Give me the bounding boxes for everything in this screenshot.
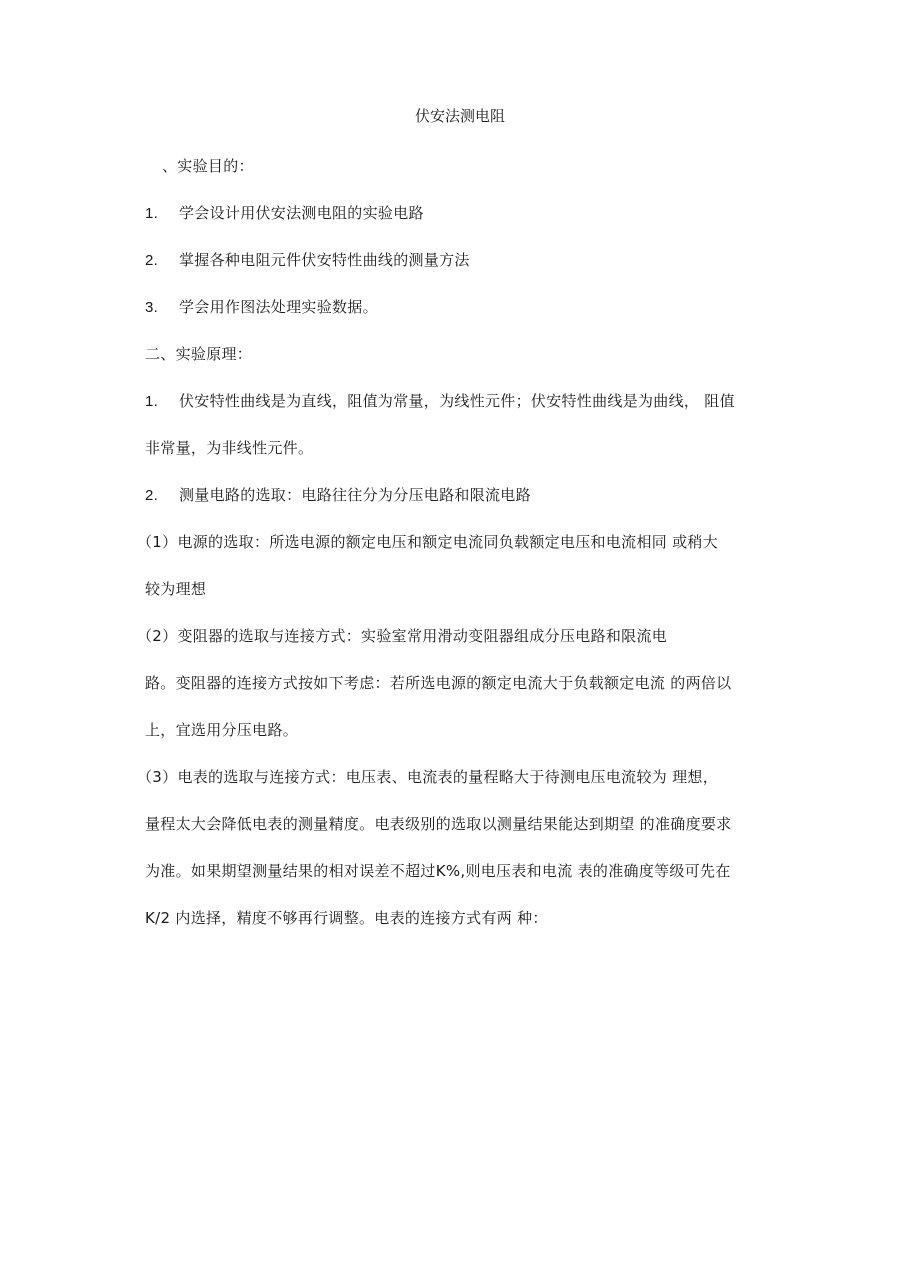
list-item <box>145 250 470 271</box>
page-title: 伏安法测电阻 <box>414 107 505 125</box>
paragraph-line: K/2 内选择，精度不够再行调整。电表的连接方式有两 种： <box>145 909 548 927</box>
paragraph-line: （3）电表的选取与连接方式：电压表、电流表的量程略大于待测电压电流较为 理想， <box>137 768 719 786</box>
list-text: 学会设计用伏安法测电阻的实验电路 <box>179 204 424 222</box>
paragraph-line: 量程太大会降低电表的测量精度。电表级别的选取以测量结果能达到期望 的准确度要求 <box>145 815 732 833</box>
paragraph-line: 为准。如果期望测量结果的相对误差不超过K%,则电压表和电流 表的准确度等级可先在 <box>145 862 731 880</box>
list-number: 2. <box>145 252 159 269</box>
list-item <box>145 203 424 224</box>
paragraph-line: （2）变阻器的选取与连接方式：实验室常用滑动变阻器组成分压电路和限流电 <box>137 627 668 645</box>
list-item <box>145 297 378 318</box>
list-number: 3. <box>145 299 159 316</box>
paragraph-line: 较为理想 <box>145 580 207 598</box>
paragraph-line: 非常量，为非线性元件。 <box>145 439 314 457</box>
paragraph-text: 伏安特性曲线是为直线，阻值为常量，为线性元件；伏安特性曲线是为曲线， 阻值 <box>179 392 735 410</box>
paragraph-line <box>145 485 531 506</box>
list-text: 掌握各种电阻元件伏安特性曲线的测量方法 <box>179 251 470 269</box>
list-text: 学会用作图法处理实验数据。 <box>179 298 378 316</box>
section-heading-principles: 二、实验原理： <box>145 345 253 363</box>
paragraph-line <box>145 391 735 412</box>
list-number: 2. <box>145 487 159 504</box>
paragraph-line: 路。变阻器的连接方式按如下考虑：若所选电源的额定电流大于负载额定电流 的两倍以 <box>145 674 732 692</box>
paragraph-text: 测量电路的选取：电路往往分为分压电路和限流电路 <box>179 486 531 504</box>
section-heading-objectives: 、实验目的： <box>162 157 254 175</box>
paragraph-line: （1）电源的选取：所选电源的额定电压和额定电流同负载额定电压和电流相同 或稍大 <box>137 533 719 551</box>
list-number: 1. <box>145 205 159 222</box>
list-number: 1. <box>145 393 159 410</box>
paragraph-line: 上，宜选用分压电路。 <box>145 721 299 739</box>
